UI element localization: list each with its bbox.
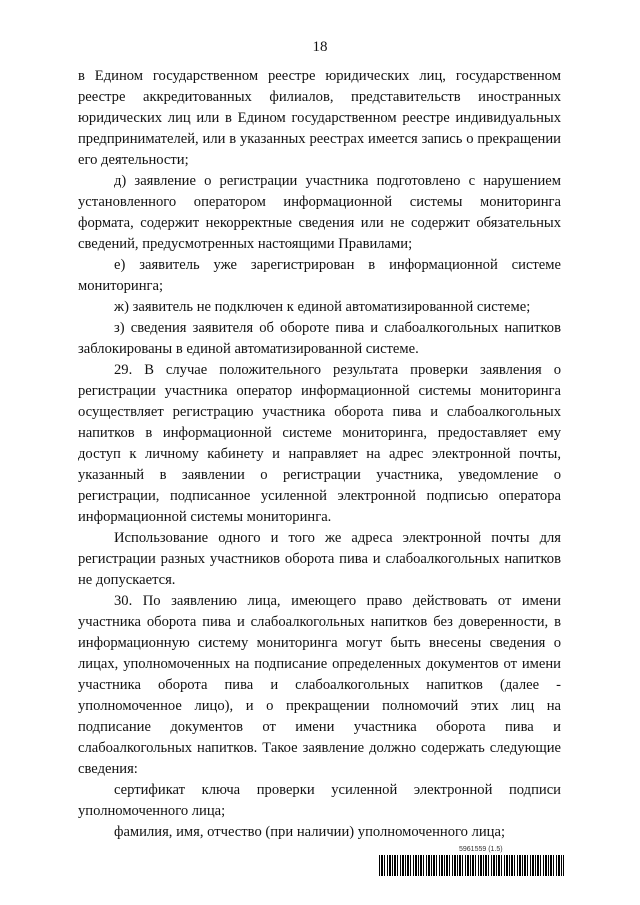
page-number: 18 (312, 39, 328, 55)
paragraph-1-continuation: в Едином государственном реестре юридических лиц, государственном реестре аккредитованных филиалов, представительств иностранных юридических лиц или в Едином государственном реестре индивидуальных предпринимателей, или в указанных реестрах имеется запись о прекращении его деятельности; (78, 68, 561, 168)
paragraph-certificate: сертификат ключа проверки усиленной электронной подписи уполномоченного лица; (78, 782, 561, 819)
barcode-icon (379, 855, 564, 876)
paragraph-e: е) заявитель уже зарегистрирован в информационной системе мониторинга; (78, 257, 561, 294)
paragraph-zh: ж) заявитель не подключен к единой автоматизированной системе; (114, 299, 531, 315)
document-body (78, 66, 561, 843)
paragraph-email-note: Использование одного и того же адреса электронной почты для регистрации разных участников оборота пива и слабоалкогольных напитков не допускается. (78, 530, 561, 588)
paragraph-30: 30. По заявлению лица, имеющего право действовать от имени участника оборота пива и слабоалкогольных напитков без доверенности, в информационную систему мониторинга могут быть внесены сведения о лицах, уполномоченных на подписание определенных документов от имени участника оборота пива и слабоалкогольных напитков (далее - уполномоченное лицо), и о прекращении полномочий этих лиц на подписание документов от имени участника оборота пива и слабоалкогольных напитков. Такое заявление должно содержать следующие сведения: (78, 593, 561, 777)
footer-barcode-block (379, 846, 564, 876)
paragraph-d: д) заявление о регистрации участника подготовлено с нарушением установленного оператором информационной системы мониторинга формата, содержит некорректные сведения или не содержит обязательных сведений, предусмотренных настоящими Правилами; (78, 173, 561, 252)
paragraph-z: з) сведения заявителя об обороте пива и слабоалкогольных напитков заблокированы в единой автоматизированной системе. (78, 320, 561, 357)
paragraph-full-name: фамилия, имя, отчество (при наличии) уполномоченного лица; (114, 824, 506, 840)
barcode-code: 5961559 (1.5) (459, 846, 503, 853)
paragraph-29: 29. В случае положительного результата проверки заявления о регистрации участника оператор информационной системы мониторинга осуществляет регистрацию участника оборота пива и слабоалкогольных напитков в информационной системе мониторинга, предоставляет ему доступ к личному кабинету и направляет на адрес электронной почты, указанный в заявлении о регистрации участника, уведомление о регистрации, подписанное усиленной электронной подписью оператора информационной системы мониторинга. (78, 362, 561, 525)
